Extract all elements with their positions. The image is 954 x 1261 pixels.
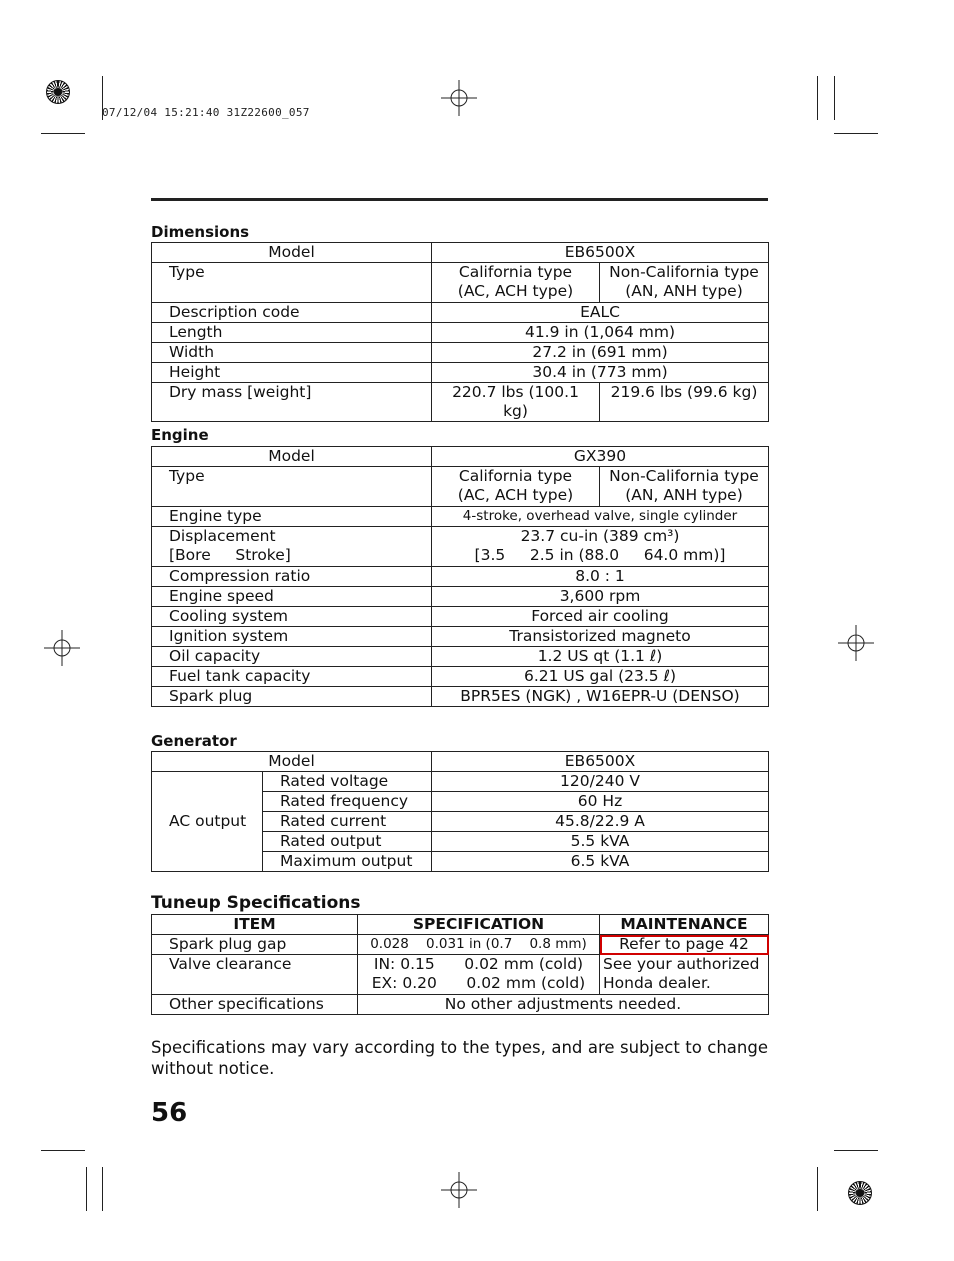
- table-row: [152, 467, 769, 507]
- table-row: [152, 383, 769, 422]
- drymass-california: 220.7 lbs (100.1 kg): [432, 383, 600, 422]
- valve-clearance-spec: IN: 0.15 0.02 mm (cold) EX: 0.20 0.02 mm (cold): [358, 955, 600, 995]
- crop-mark: [41, 1150, 85, 1151]
- row-label: Height: [152, 363, 432, 383]
- table-row: [152, 647, 769, 667]
- model-value: EB6500X: [432, 752, 769, 772]
- row-label: Rated frequency: [263, 792, 432, 812]
- drymass-non-california: 219.6 lbs (99.6 kg): [600, 383, 769, 422]
- crop-mark: [834, 1150, 878, 1151]
- print-stamp: 07/12/04 15:21:40 31Z22600_057: [102, 106, 310, 119]
- type-non-california: Non-California type (AN, ANH type): [600, 467, 769, 507]
- table-row: [152, 323, 769, 343]
- row-label: Dry mass [weight]: [152, 383, 432, 422]
- specifications-note: Specifications may vary according to the types, and are subject to change without notice.: [151, 1038, 768, 1078]
- row-value: Forced air cooling: [432, 607, 769, 627]
- crop-mark: [41, 133, 85, 134]
- ac-output-label: AC output: [152, 772, 263, 872]
- row-label: Cooling system: [152, 607, 432, 627]
- crosshair-icon: [441, 80, 477, 116]
- column-header-item: ITEM: [152, 915, 358, 935]
- crop-mark: [834, 133, 878, 134]
- type-california: California type (AC, ACH type): [432, 467, 600, 507]
- table-row: [152, 752, 769, 772]
- table-row: [152, 363, 769, 383]
- row-value: EALC: [432, 303, 769, 323]
- engine-table: [151, 446, 769, 707]
- type-california: California type (AC, ACH type): [432, 263, 600, 303]
- engine-title: Engine: [151, 426, 209, 444]
- crosshair-icon: [44, 630, 80, 666]
- dimensions-title: Dimensions: [151, 223, 250, 241]
- row-value: 60 Hz: [432, 792, 769, 812]
- row-value: 6.21 US gal (23.5 ℓ): [432, 667, 769, 687]
- type-label: Type: [152, 467, 432, 507]
- row-value: 120/240 V: [432, 772, 769, 792]
- model-value: EB6500X: [432, 243, 769, 263]
- row-value: 1.2 US qt (1.1 ℓ): [432, 647, 769, 667]
- row-label: Ignition system: [152, 627, 432, 647]
- column-header-specification: SPECIFICATION: [358, 915, 600, 935]
- model-label: Model: [152, 447, 432, 467]
- row-value: No other adjustments needed.: [358, 995, 769, 1015]
- row-value: 6.5 kVA: [432, 852, 769, 872]
- row-label: Valve clearance: [152, 955, 358, 995]
- row-value: BPR5ES (NGK) , W16EPR-U (DENSO): [432, 687, 769, 707]
- row-value: 45.8/22.9 A: [432, 812, 769, 832]
- column-header-maintenance: MAINTENANCE: [600, 915, 769, 935]
- table-row: [152, 263, 769, 303]
- row-label: Rated output: [263, 832, 432, 852]
- table-row: [152, 527, 769, 567]
- row-label: Width: [152, 343, 432, 363]
- table-row: [152, 567, 769, 587]
- table-row: [152, 995, 769, 1015]
- table-row: [152, 447, 769, 467]
- table-row: [152, 303, 769, 323]
- tuneup-table: [151, 914, 769, 1015]
- type-non-california: Non-California type (AN, ANH type): [600, 263, 769, 303]
- crosshair-icon: [838, 625, 874, 661]
- row-label: Engine type: [152, 507, 432, 527]
- table-row: [152, 243, 769, 263]
- row-label: Spark plug: [152, 687, 432, 707]
- crop-mark: [834, 76, 835, 120]
- table-row: [152, 772, 769, 792]
- row-value: 3,600 rpm: [432, 587, 769, 607]
- row-label: Other specifications: [152, 995, 358, 1015]
- row-value: 5.5 kVA: [432, 832, 769, 852]
- spark-gap-spec: 0.028 0.031 in (0.7 0.8 mm): [358, 935, 600, 955]
- generator-title: Generator: [151, 732, 237, 750]
- row-label: Engine speed: [152, 587, 432, 607]
- table-row: [152, 627, 769, 647]
- row-label: Spark plug gap: [152, 935, 358, 955]
- table-row: [152, 935, 769, 955]
- type-label: Type: [152, 263, 432, 303]
- row-value: Transistorized magneto: [432, 627, 769, 647]
- registration-sun-icon-top-left: [46, 80, 70, 104]
- row-label: Fuel tank capacity: [152, 667, 432, 687]
- registration-sun-icon-bottom-right: [848, 1181, 872, 1205]
- header-rule: [151, 198, 768, 201]
- row-value: 8.0 : 1: [432, 567, 769, 587]
- row-value: 4-stroke, overhead valve, single cylinder: [432, 507, 769, 527]
- crop-mark: [102, 1167, 103, 1211]
- page-reference-link[interactable]: Refer to page 42: [600, 935, 769, 955]
- row-label: Length: [152, 323, 432, 343]
- table-row: [152, 343, 769, 363]
- table-row: [152, 507, 769, 527]
- displacement-value: 23.7 cu-in (389 cm³) [3.5 2.5 in (88.0 64.0 mm)]: [432, 527, 769, 567]
- generator-table: [151, 751, 769, 872]
- row-label: Oil capacity: [152, 647, 432, 667]
- row-value: 27.2 in (691 mm): [432, 343, 769, 363]
- model-label: Model: [152, 752, 432, 772]
- valve-clearance-maintenance: See your authorized Honda dealer.: [600, 955, 769, 995]
- row-label: Compression ratio: [152, 567, 432, 587]
- model-label: Model: [152, 243, 432, 263]
- row-label: Maximum output: [263, 852, 432, 872]
- table-row: [152, 607, 769, 627]
- crop-mark: [86, 1167, 87, 1211]
- dimensions-table: [151, 242, 769, 422]
- row-label: Description code: [152, 303, 432, 323]
- table-row: [152, 587, 769, 607]
- table-row: [152, 667, 769, 687]
- model-value: GX390: [432, 447, 769, 467]
- row-label: Rated current: [263, 812, 432, 832]
- row-value: 41.9 in (1,064 mm): [432, 323, 769, 343]
- table-row: [152, 955, 769, 995]
- crop-mark: [817, 76, 818, 120]
- displacement-label: Displacement [Bore Stroke]: [152, 527, 432, 567]
- row-label: Rated voltage: [263, 772, 432, 792]
- page-number: 56: [151, 1098, 188, 1128]
- crop-mark: [817, 1167, 818, 1211]
- table-row: [152, 687, 769, 707]
- crosshair-icon: [441, 1172, 477, 1208]
- tuneup-title: Tuneup Specifications: [151, 893, 361, 913]
- table-row: [152, 915, 769, 935]
- row-value: 30.4 in (773 mm): [432, 363, 769, 383]
